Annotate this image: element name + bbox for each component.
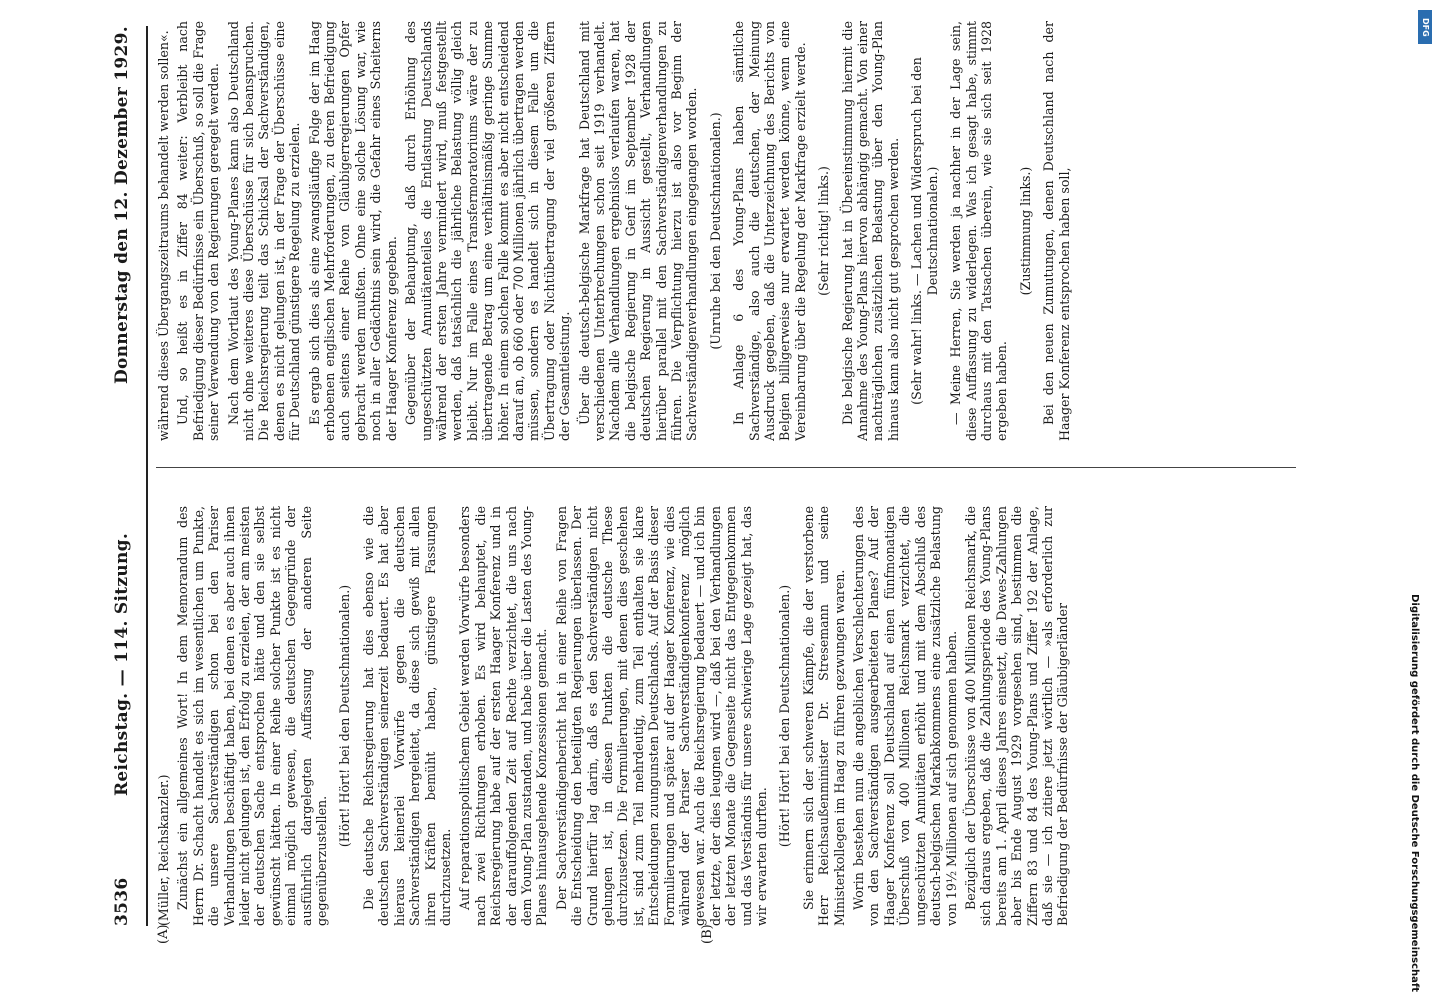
interjection: (Hört! Hört! bei den Deutschnationalen.) xyxy=(337,584,353,848)
paragraph: Bei den neuen Zumutungen, denen Deutschland nach der Haager Konferenz entsprochen haben soll, xyxy=(1041,21,1072,441)
dfg-logo: DFG xyxy=(1418,10,1432,44)
rotated-page xyxy=(60,0,1320,996)
column-divider xyxy=(156,467,1296,468)
paragraph: (Müller, Reichskanzler.) xyxy=(156,774,171,926)
interjection: (Sehr richtig! links.) xyxy=(816,166,832,296)
session-date: Donnerstag den 12. Dezember 1929. xyxy=(112,26,132,385)
paragraph: Es ergab sich dies als eine zwangsläufige Folge der im Haag erhobenen englischen Mehrforderungen, zu deren Befriedigung auch seitens einer Reihe von Gläubigerregierungen Opfer gebracht werden mußten. Ohne eine solche Lösung war, wie noch in aller Gedächtnis sein wird, die Gefahr eines Scheiterns der Haager Konferenz gegeben. xyxy=(306,21,399,441)
paragraph: Über die deutsch-belgische Markfrage hat Deutschland mit verschiedenen Unterbrechungen schon seit 1919 verhandelt. Nachdem alle Verhandlungen ergebnislos verlaufen waren, hat die belgische Regierung in Genf im September 1928 der deutschen Regierung in Aussicht gestellt, Verhandlungen hierüber parallel mit den Sachverständigenverhandlungen zu führen. Die Verpflichtung hierzu ist also vor Beginn der Sachverständigenverhandlungen eingegangen worden. xyxy=(576,21,700,441)
margin-marker-b: (B) xyxy=(700,924,715,944)
header-rule xyxy=(146,26,148,926)
paragraph: Die deutsche Reichsregierung hat dies ebenso wie die deutschen Sachverständigen seinerzeit bedauert. Es hat aber hieraus keinerlei Vorwürfe gegen die deutschen Sachverständigen hergeleitet, da diese sich gewiß mit allen ihren Kräften bemüht haben, günstigere Fassungen durchzusetzen. xyxy=(360,506,453,926)
paragraph: Und, so heißt es in Ziffer 84 weiter: Verbleibt nach Befriedigung dieser Bedürfnisse ein Überschuß, so soll die Frage seiner Verwendung von den Regierungen geregelt werden. xyxy=(175,21,222,441)
paragraph: Bezüglich der Überschüsse von 400 Millionen Reichsmark, die sich daraus ergeben, daß die Zahlungsperiode des Young-Plans bereits am 1. April dieses Jahres einsetzt, die Dawes-Zahlungen aber bis Ende August 1929 vorgesehen sind, bestimmen die Ziffern 83 und 84 des Young-Plans und Ziffer 192 der Anlage, daß sie — ich zitiere jetzt wörtlich — »als erforderlich zur Befriedigung der Bedürfnisse der Gläubigerländer xyxy=(962,506,1071,926)
paragraph: Nach dem Wortlaut des Young-Planes kann also Deutschland nicht ohne weiteres diese Überschüsse für sich beanspruchen. Die Reichsregierung teilt das Schicksal der Sachverständigen, denen es nicht gelungen ist, in der Frage der Überschüsse eine für Deutschland günstigere Regelung zu erzielen. xyxy=(225,21,303,441)
paragraph: Zunächst ein allgemeines Wort! In dem Memorandum des Herrn Dr. Schacht handelt es sich im wesentlichen um Punkte, die unsere Sachverständigen schon bei den Pariser Verhandlungen beschäftigt haben, bei denen es aber auch ihnen leider nicht gelungen ist, den Erfolg zu erzielen, der am meisten der deutschen Sache entsprochen hätte und den sie selbst gewünscht hätten. In einer Reihe solcher Punkte ist es nicht einmal möglich gewesen, die deutschen Gegengründe der ausführlich dargelegten Auffassung der anderen Seite gegenüberzustellen. xyxy=(175,506,330,926)
paragraph: In Anlage 6 des Young-Plans haben sämtliche Sachverständige, also auch die deutschen, der Meinung Ausdruck gegeben, daß die Unterzeichnung des Berichts von Belgien billigerweise nur erwartet werden könne, wenn eine Vereinbarung über die Regelung der Markfrage erzielt werde. xyxy=(731,21,808,441)
paragraph: während dieses Übergangszeitraums behandelt werden sollen«. xyxy=(156,30,171,441)
margin-marker-a: (A) xyxy=(156,924,171,944)
interjection: (Unruhe bei den Deutschnationalen.) xyxy=(707,112,723,350)
paragraph: Die belgische Regierung hat in Übereinstimmung hiermit die Annahme des Young-Plans hiervon abhängig gemacht. Von einer nachträglichen zusätzlichen Belastung über den Young-Plan hinaus kann also nicht gut gesprochen werden. xyxy=(839,21,901,441)
interjection: (Sehr wahr! links. — Lachen und Widerspruch bei den Deutschnationalen.) xyxy=(909,57,940,405)
digitization-note: Digitalisierung gefördert durch die Deutsche Forschungsgemeinschaft xyxy=(1409,594,1420,992)
page-number: 3536 xyxy=(112,877,132,926)
left-column xyxy=(156,506,1306,926)
paragraph: Auf reparationspolitischem Gebiet werden Vorwürfe besonders nach zwei Richtungen erhoben. Es wird behauptet, die Reichsregierung habe auf der ersten Haager Konferenz und in der darauffolgenden Zeit auf Rechte verzichtet, die uns nach dem Young-Plan zustanden, und habe über die Lasten des Young-Planes hinausgehende Konzessionen gemacht. xyxy=(457,506,550,926)
interjection: (Hört! Hört! bei den Deutschnationalen.) xyxy=(777,584,793,848)
session-title: Reichstag. — 114. Sitzung. xyxy=(112,532,132,796)
page-header xyxy=(108,26,140,926)
interjection: (Zustimmung links.) xyxy=(1017,166,1033,296)
paragraph: — Meine Herren, Sie werden ja nachher in der Lage sein, diese Auffassung zu widerlegen. Was ich gesagt habe, stimmt durchaus mit den Tatsachen überein, wie sie sich seit 1928 ergeben haben. xyxy=(948,21,1010,441)
paragraph: Gegenüber der Behauptung, daß durch Erhöhung des ungeschützten Annuitätenteiles die Entlastung Deutschlands während der ersten Jahre vermindert wird, muß festgestellt werden, daß tatsächlich die jährliche Belastung völlig gleich bleibt. Nur im Falle eines Transfermoratoriums wäre der zu übertragende Betrag um eine verhältnismäßig geringe Summe höher. In einem solchen Falle kommt es aber nicht entscheidend darauf an, ob 660 oder 700 Millionen jährlich übertragen werden müssen, sondern es handelt sich in diesem Falle um die Übertragung oder Nichtübertragung der viel größeren Ziffern der Gesamtleistung. xyxy=(403,21,573,441)
paragraph: Sie erinnern sich der schweren Kämpfe, die der verstorbene Herr Reichsaußenminister Dr. Stresemann und seine Ministerkollegen im Haag zu führen gezwungen waren. xyxy=(800,506,847,926)
paragraph: Der Sachverständigenbericht hat in einer Reihe von Fragen die Entscheidung den beteiligten Regierungen überlassen. Der Grund hierfür lag darin, daß es den Sachverständigen nicht gelungen ist, in diesen Punkten die deutsche These durchzusetzen. Die Formulierungen, mit denen dies geschehen ist, sind zum Teil mehrdeutig, zum Teil enthalten sie klare Entscheidungen zuungunsten Deutschlands. Auf der Basis dieser Formulierungen und später auf der Haager Konferenz, wie dies während der Pariser Sachverständigenkonferenz möglich gewesen war. Auch die Reichsregierung bedauert — und ich bin der letzte, der dies leugnen wird —, daß bei den Verhandlungen der letzten Monate die Gegenseite nicht das Entgegenkommen und das Verständnis für unsere schwierige Lage gezeigt hat, das wir erwarten durften. xyxy=(553,506,770,926)
right-column xyxy=(156,21,1306,441)
paragraph: Worin bestehen nun die angeblichen Verschlechterungen des von den Sachverständigen ausgearbeiteten Planes? Auf der Haager Konferenz soll Deutschland auf einen fünfmonatigen Überschuß von 400 Millionen Reichsmark verzichtet, die ungeschützten Annuitäten erhöht und mit dem Abschluß des deutsch-belgischen Markabkommens eine zusätzliche Belastung von 19½ Millionen auf sich genommen haben. xyxy=(851,506,959,926)
